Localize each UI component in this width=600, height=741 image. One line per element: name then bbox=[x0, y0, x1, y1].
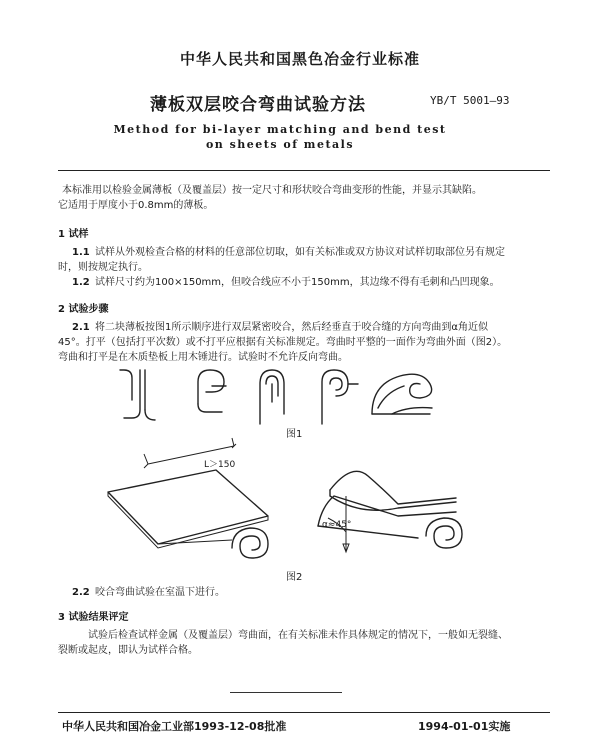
section-3-line1: 试验后检查试样金属（及覆盖层）弯曲面，在有关标准未作具体规定的情况下，一般如无裂缝、 bbox=[88, 630, 508, 641]
clause-1-2-text: 试样尺寸约为100×150mm，但咬合线应不小于150mm，其边缘不得有毛刺和凸凹现象。 bbox=[95, 277, 500, 288]
clause-2-1-line2: 45°。打平（包括打平次数）或不打平应根据有关标准规定。弯曲时平整的一面作为弯曲外面（图2）。 bbox=[58, 337, 508, 348]
clause-number-1-2: 1.2 bbox=[72, 277, 90, 288]
clause-2-1-line1: 将二块薄板按图1所示顺序进行双层紧密咬合，然后经垂直于咬合缝的方向弯曲到α角近似 bbox=[95, 322, 488, 333]
approval-date: 中华人民共和国冶金工业部1993-12-08批准 bbox=[62, 720, 287, 733]
document-title-en-line1: Method for bi-layer matching and bend test bbox=[113, 123, 447, 136]
section-3-line2: 裂断或起皮，即认为试样合格。 bbox=[58, 645, 198, 656]
figure-1-caption: 图1 bbox=[286, 429, 303, 440]
clause-number-1-1: 1.1 bbox=[72, 247, 90, 258]
effective-date: 1994-01-01实施 bbox=[418, 720, 511, 733]
standard-number: YB/T 5001—93 bbox=[430, 94, 510, 107]
document-title-cn: 薄板双层咬合弯曲试验方法 bbox=[150, 95, 366, 115]
document-title-en-line2: on sheets of metals bbox=[205, 138, 355, 151]
issuing-organization: 中华人民共和国黑色冶金行业标准 bbox=[179, 50, 420, 68]
section-heading-2: 2 试验步骤 bbox=[58, 304, 109, 315]
clause-number-2-2: 2.2 bbox=[72, 587, 90, 598]
figure-2-bend-test bbox=[0, 440, 600, 570]
intro-line1: 本标准用以检验金属薄板（及覆盖层）按一定尺寸和形状咬合弯曲变形的性能，并显示其缺陷。 bbox=[62, 185, 482, 196]
intro-line2: 它适用于厚度小于0.8mm的薄板。 bbox=[58, 200, 214, 211]
section-heading-3: 3 试验结果评定 bbox=[58, 612, 129, 623]
fig2-length-label: L＞150 bbox=[204, 460, 236, 470]
fig1-step5-flattened-seam bbox=[372, 374, 432, 414]
fig2-angle-label: α≈45° bbox=[322, 520, 352, 530]
fig1-step3-fold bbox=[260, 370, 284, 424]
clause-2-1-line3: 弯曲和打平是在木质垫板上用木锤进行。试验时不允许反向弯曲。 bbox=[58, 352, 348, 363]
clause-number-2-1: 2.1 bbox=[72, 322, 90, 333]
end-rule bbox=[230, 692, 342, 693]
fig1-step2-engaged bbox=[198, 370, 226, 412]
figure-2-caption: 图2 bbox=[286, 572, 303, 583]
header-divider bbox=[58, 170, 550, 171]
clause-2-2-text: 咬合弯曲试验在室温下进行。 bbox=[95, 587, 225, 598]
clause-1-1-line2: 时，则按规定执行。 bbox=[58, 262, 148, 273]
fig1-step1-hooks bbox=[120, 370, 155, 420]
section-heading-1: 1 试样 bbox=[58, 229, 89, 240]
fig1-step4-double-fold bbox=[322, 370, 358, 424]
clause-1-1-line1: 试样从外观检查合格的材料的任意部位切取，如有关标准或双方协议对试样切取部位另有规定 bbox=[95, 247, 505, 258]
fig2-bent-specimen bbox=[318, 471, 462, 552]
fig2-flat-specimen bbox=[108, 438, 268, 558]
footer-divider bbox=[58, 712, 550, 713]
